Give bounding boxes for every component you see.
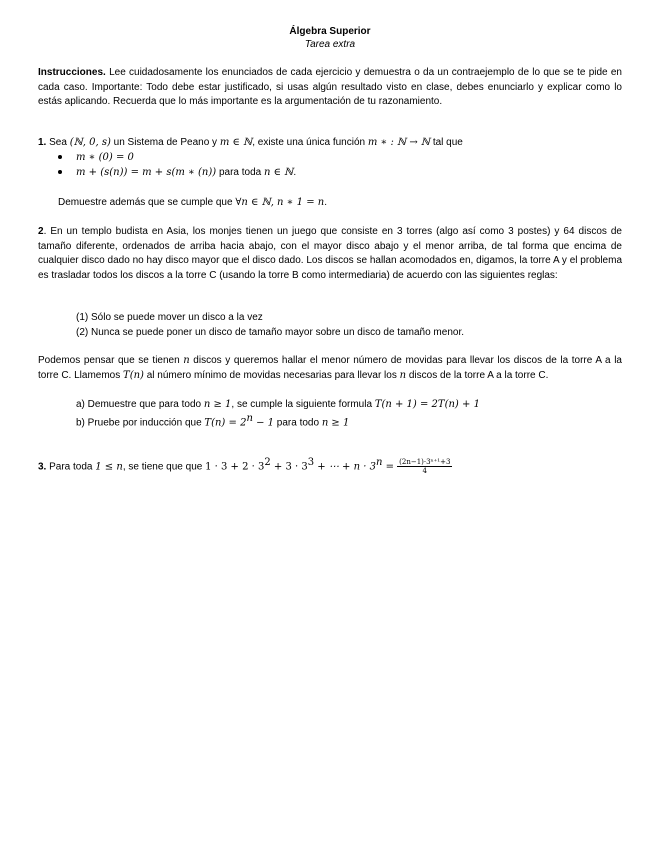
bullet-2-math: m + (s(n)) = m + s(m ∗ (n)) — [76, 167, 217, 178]
2a-text-2: , se cumple la siguiente formula — [231, 399, 375, 410]
fraction-numerator: (2n−1)·3ⁿ⁺¹+3 — [399, 458, 451, 467]
exercise-1-text-a: Sea — [46, 137, 70, 148]
bullet-2-tail: n ∈ ℕ — [263, 167, 294, 178]
p2-text-c: al número mínimo de movidas necesarias para llevar los — [143, 369, 400, 381]
exercise-3-text: Para toda — [46, 461, 96, 473]
exercise-1-bullet-1 — [58, 151, 134, 165]
exercise-2-number: 2 — [38, 226, 44, 237]
exercise-3-statement — [38, 456, 452, 475]
2a-formula: T(n + 1) = 2T(n) + 1 — [374, 399, 480, 410]
exercise-1-statement — [38, 136, 463, 150]
p2-n-1: n — [183, 355, 190, 366]
function-signature: m ∗ : ℕ → ℕ — [367, 137, 431, 148]
result-fraction — [397, 458, 452, 475]
demuestre-end: . — [324, 197, 327, 208]
2a-text: a) Demuestre que para todo — [76, 399, 204, 410]
sum-sup-2: 2 — [264, 457, 271, 468]
exercise-3-number: 3. — [38, 461, 47, 473]
exercise-2-paragraph-2 — [38, 354, 622, 383]
instructions-text: Lee cuidadosamente los enunciados de cada ejercicio y demuestra o da un contraejemplo de lo que se te pide en cada caso. Importante: Todo debe estar justificado, si usas algún resultado visto en clase, debes enunciarlo y explicar como lo estás aplicando. Recuerda que lo más importante es la argumentación de tu razonamiento. — [38, 67, 622, 107]
exercise-1-demuestre — [58, 196, 327, 210]
instructions-label: Instrucciones. — [38, 67, 106, 78]
exercise-3-text-2: , se tiene que que — [122, 461, 206, 473]
equals-sign: = — [382, 461, 398, 473]
instructions-paragraph — [38, 66, 622, 110]
document-title: Álgebra Superior — [289, 26, 371, 37]
sum-part-b: + 3 · 3 — [270, 461, 308, 473]
bullet-2-end: . — [293, 167, 297, 178]
exercise-1-text-d: tal que — [430, 137, 463, 148]
p2-text-d: discos de la torre A a la torre C. — [406, 369, 549, 381]
2b-formula-a: T(n) = 2 — [204, 417, 247, 429]
exercise-1-text-b: un Sistema de Peano y — [110, 137, 220, 148]
exercise-2b — [76, 412, 349, 430]
sum-part-c: + ⋯ + n · 3 — [314, 461, 376, 473]
2b-text: b) Pruebe por inducción que — [76, 417, 205, 429]
2a-condition: n ≥ 1 — [203, 399, 232, 410]
bullet-dot-icon — [58, 170, 62, 174]
p2-text-a: Podemos pensar que se tienen — [38, 355, 184, 366]
2b-condition: n ≥ 1 — [321, 417, 350, 429]
peano-tuple: (ℕ, 0, s) — [69, 137, 111, 148]
document-subtitle: Tarea extra — [304, 39, 356, 50]
exercise-1-bullet-2 — [58, 166, 296, 180]
exercise-1-text-c: , existe una única función — [252, 137, 368, 148]
p2-tn: T(n) — [123, 369, 144, 381]
fraction-denominator: 4 — [422, 467, 428, 476]
exercise-2-paragraph — [38, 225, 622, 283]
sum-sup-3: 3 — [307, 457, 315, 468]
2b-formula-b: − 1 — [252, 417, 274, 429]
m-in-n: m ∈ ℕ — [219, 137, 253, 148]
rule-1: (1) Sólo se puede mover un disco a la vez — [76, 312, 263, 323]
demuestre-text: Demuestre además que se cumple que — [58, 197, 236, 208]
bullet-dot-icon — [58, 155, 62, 159]
sum-part-a: 1 · 3 + 2 · 3 — [205, 461, 265, 473]
bullet-1-math: m ∗ (0) = 0 — [76, 152, 134, 163]
exercise-1-number: 1. — [38, 137, 47, 148]
exercise-2-text: . En un templo budista en Asia, los monjes tienen un juego que consiste en 3 torres (algo así como 3 postes) y 64 discos de tamaño diferente, ordenados de arriba hacia abajo, con el mayor disco abajo y el menor arriba, de tal forma que encima de cualquier disco dado no hay disco mayor que el disco dado. Los discos se hallan acomodados en, digamos, la torre A y el problema es trasladar todos los discos a la torre C (usando la torre B como intermediaria) de acuerdo con las siguientes reglas: — [38, 226, 622, 281]
p2-n-2: n — [399, 369, 407, 381]
2b-text-2: para todo — [274, 417, 322, 429]
exercise-3-condition: 1 ≤ n — [95, 461, 123, 473]
2b-formula-sup: n — [246, 413, 253, 424]
rule-2: (2) Nunca se puede poner un disco de tamaño mayor sobre un disco de tamaño menor. — [76, 327, 465, 338]
demuestre-math: ∀n ∈ ℕ, n ∗ 1 = n — [235, 197, 325, 208]
sum-sup-n: n — [375, 457, 383, 468]
bullet-2-text: para toda — [216, 167, 264, 178]
p2-text-b: discos y queremos hallar el menor número de movidas para llevar los discos de la torre A a la torre C. Llamemos — [38, 355, 622, 381]
exercise-2a — [76, 398, 480, 412]
